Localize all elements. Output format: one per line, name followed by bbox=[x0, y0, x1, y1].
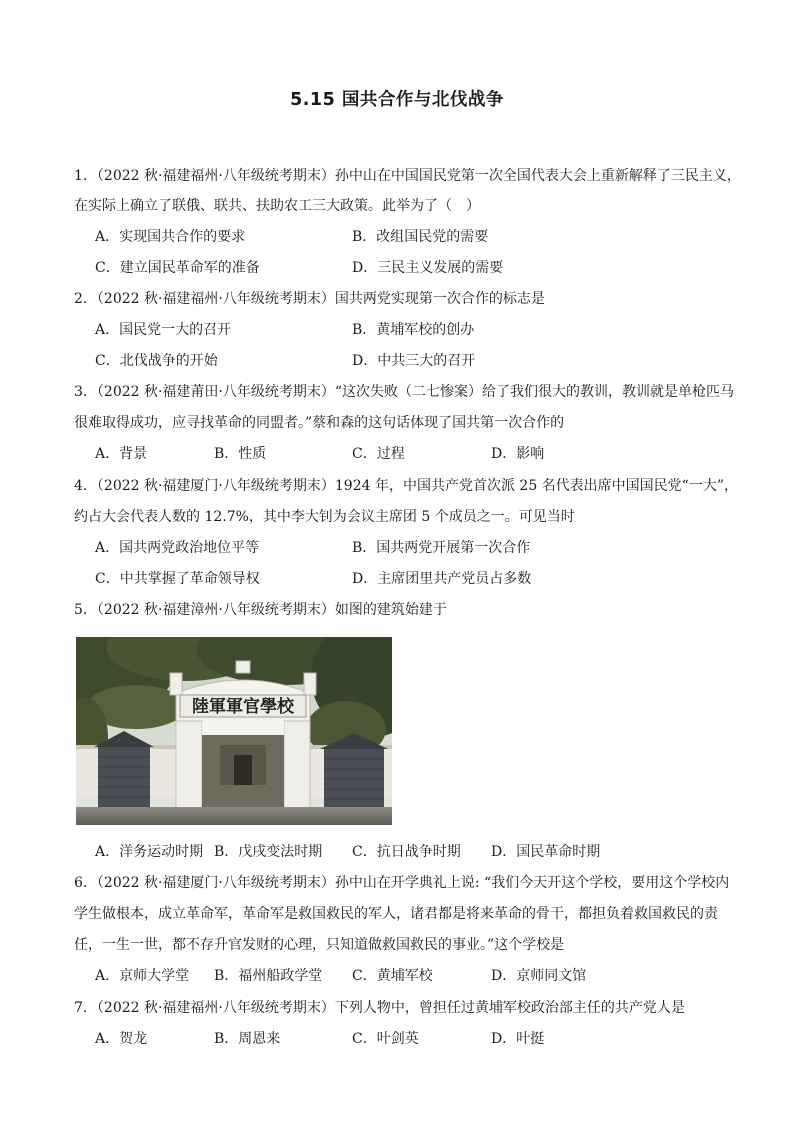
question-6-option-b[interactable]: B．福州船政学堂 bbox=[214, 968, 323, 984]
question-3-option-b[interactable]: B．性质 bbox=[214, 446, 267, 462]
question-5-stem-line-1: 5．（2022 秋·福建漳州·八年级统考期末）如图的建筑始建于 bbox=[74, 602, 447, 618]
question-5-option-d[interactable]: D．国民革命时期 bbox=[491, 844, 601, 860]
question-2-option-c[interactable]: C．北伐战争的开始 bbox=[95, 353, 218, 369]
question-6-stem-line-1: 6．（2022 秋·福建厦门·八年级统考期末）孙中山在开学典礼上说: “我们今天开这个学校，要用这个学校内 bbox=[74, 875, 730, 891]
question-1-option-b[interactable]: B．改组国民党的需要 bbox=[352, 229, 489, 245]
question-4-option-d[interactable]: D．主席团里共产党员占多数 bbox=[352, 571, 532, 587]
question-1-stem-line-1: 1．（2022 秋·福建福州·八年级统考期末）孙中山在中国国民党第一次全国代表大会上重新解释了三民主义， bbox=[74, 168, 741, 184]
question-6-option-c[interactable]: C．黄埔军校 bbox=[352, 968, 433, 984]
question-3-option-c[interactable]: C．过程 bbox=[352, 446, 405, 462]
question-7-option-d[interactable]: D．叶挺 bbox=[491, 1031, 545, 1047]
question-7-option-a[interactable]: A．贺龙 bbox=[95, 1031, 148, 1047]
question-3-stem-line-1: 3．（2022 秋·福建莆田·八年级统考期末）“这次失败（二七惨案）给了我们很大的教训，教训就是单枪匹马 bbox=[74, 384, 735, 400]
question-6-stem-line-2: 学生做根本，成立革命军，革命军是救国救民的军人，诸君都是将来革命的骨干，都担负着救国救民的责 bbox=[74, 906, 718, 922]
question-3-option-a[interactable]: A．背景 bbox=[95, 446, 148, 462]
question-5-option-c[interactable]: C．抗日战争时期 bbox=[352, 844, 461, 860]
question-2-option-d[interactable]: D．中共三大的召开 bbox=[352, 353, 476, 369]
question-3-stem-line-2: 很难取得成功，应寻找革命的同盟者。”蔡和森的这句话体现了国共第一次合作的 bbox=[74, 415, 565, 431]
question-4-stem-line-2: 约占大会代表人数的 12.7%，其中李大钊为会议主席团 5 个成员之一。可见当时 bbox=[74, 509, 575, 525]
question-2-stem-line-1: 2．（2022 秋·福建福州·八年级统考期末）国共两党实现第一次合作的标志是 bbox=[74, 291, 545, 307]
question-5-option-b[interactable]: B．戊戌变法时期 bbox=[214, 844, 323, 860]
left-sentry-box bbox=[94, 731, 154, 817]
question-4-stem-line-1: 4．（2022 秋·福建厦门·八年级统考期末）1924 年，中国共产党首次派 25 名代表出席中国国民党“一大”， bbox=[74, 478, 738, 494]
question-6-option-a[interactable]: A．京师大学堂 bbox=[95, 968, 190, 984]
question-1-option-a[interactable]: A．实现国共合作的要求 bbox=[95, 229, 246, 245]
right-sentry-box bbox=[320, 733, 388, 819]
question-1-option-c[interactable]: C．建立国民革命军的准备 bbox=[95, 260, 260, 276]
gate-sign-text: 陸軍軍官學校 bbox=[192, 697, 294, 717]
page-title: 5.15 国共合作与北伐战争 bbox=[290, 90, 504, 110]
question-1-stem-line-2: 在实际上确立了联俄、联共、扶助农工三大政策。此举为了（ ） bbox=[74, 198, 480, 214]
question-4-option-a[interactable]: A．国共两党政治地位平等 bbox=[95, 540, 260, 556]
question-7-option-c[interactable]: C．叶剑英 bbox=[352, 1031, 419, 1047]
question-6-stem-line-3: 任，一生一世，都不存升官发财的心理，只知道做救国救民的事业。”这个学校是 bbox=[74, 937, 565, 953]
question-6-option-d[interactable]: D．京师同文馆 bbox=[491, 968, 587, 984]
question-7-option-b[interactable]: B．周恩来 bbox=[214, 1031, 281, 1047]
question-5-option-a[interactable]: A．洋务运动时期 bbox=[95, 844, 204, 860]
question-4-option-c[interactable]: C．中共掌握了革命领导权 bbox=[95, 571, 260, 587]
whampoa-academy-gate-photo bbox=[76, 637, 392, 825]
question-2-option-a[interactable]: A．国民党一大的召开 bbox=[95, 322, 232, 338]
question-2-option-b[interactable]: B．黄埔军校的创办 bbox=[352, 322, 475, 338]
question-1-option-d[interactable]: D．三民主义发展的需要 bbox=[352, 260, 504, 276]
question-7-stem-line-1: 7．（2022 秋·福建福州·八年级统考期末）下列人物中，曾担任过黄埔军校政治部主任的共产党人是 bbox=[74, 1000, 685, 1016]
question-4-option-b[interactable]: B．国共两党开展第一次合作 bbox=[352, 540, 531, 556]
question-3-option-d[interactable]: D．影响 bbox=[491, 446, 545, 462]
